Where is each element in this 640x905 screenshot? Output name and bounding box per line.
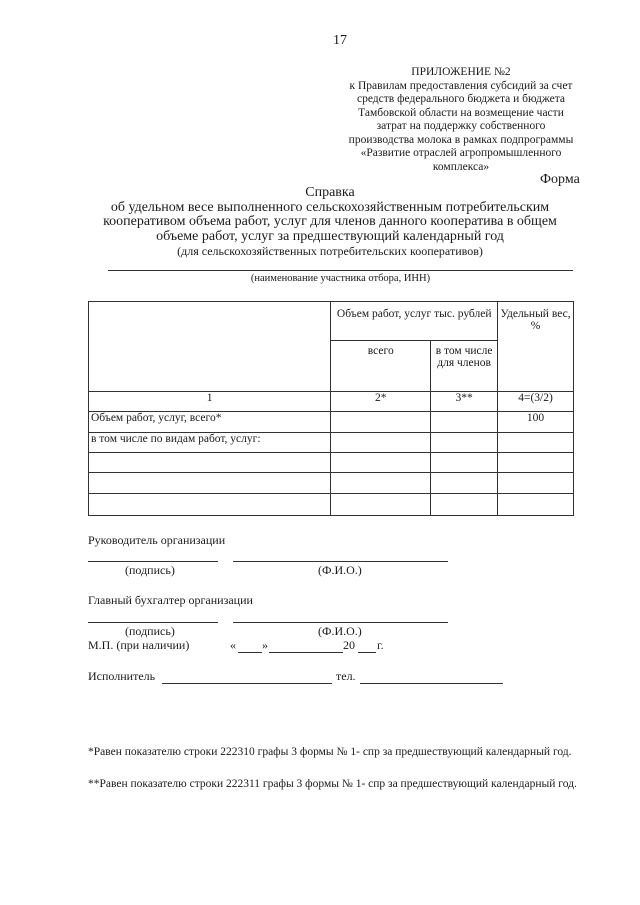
table-cell[interactable]	[431, 453, 498, 473]
row-total-members-cell[interactable]	[431, 412, 498, 433]
head-label: Руководитель организации	[88, 533, 226, 547]
head-signature-line[interactable]	[88, 561, 218, 562]
table-cell[interactable]	[331, 494, 431, 516]
executor-field[interactable]	[162, 683, 332, 684]
appendix-line: к Правилам предоставления субсидий за счет	[349, 79, 573, 92]
table-cell[interactable]	[431, 494, 498, 516]
title-line: кооперативом объема работ, услуг для членов данного кооператива в общем	[103, 214, 557, 229]
table-cell[interactable]	[498, 433, 574, 453]
accountant-label: Главный бухгалтер организации	[88, 593, 253, 607]
head-fio-caption: (Ф.И.О.)	[318, 563, 362, 577]
appendix-block	[330, 66, 592, 174]
phone-field[interactable]	[360, 683, 503, 684]
title-heading: Справка	[305, 185, 355, 200]
page-number: 17	[333, 33, 347, 48]
form-label: Форма	[540, 172, 580, 187]
appendix-line: Тамбовской области на возмещение части	[358, 106, 564, 119]
column-number-1: 1	[89, 392, 331, 412]
accountant-fio-line[interactable]	[233, 622, 448, 623]
data-table	[88, 301, 574, 516]
appendix-line: производства молока в рамках подпрограммы	[348, 133, 574, 146]
date-year-field[interactable]	[358, 652, 376, 653]
table-cell[interactable]	[331, 473, 431, 494]
appendix-line: средств федерального бюджета и бюджета	[356, 93, 565, 105]
header-total: всего	[331, 341, 431, 392]
table-cell[interactable]	[331, 453, 431, 473]
title-subtitle: (для сельскохозяйственных потребительских кооперативов)	[177, 244, 483, 258]
footnote-2: **Равен показателю строки 222311 графы 3 формы № 1- спр за предшествующий календарный год.	[88, 778, 577, 790]
date-close-quote: »	[262, 638, 268, 652]
row-total-share: 100	[498, 412, 574, 433]
accountant-fio-caption: (Ф.И.О.)	[318, 624, 362, 638]
header-members: в том числе для членов	[431, 341, 498, 392]
table-cell[interactable]	[89, 494, 331, 516]
row-by-type-label: в том числе по видам работ, услуг:	[89, 433, 331, 453]
appendix-line: «Развитие отраслей агропромышленного	[360, 147, 562, 159]
date-open-quote: «	[230, 638, 236, 652]
table-cell[interactable]	[498, 453, 574, 473]
phone-label: тел.	[336, 669, 356, 683]
table-cell[interactable]	[498, 473, 574, 494]
appendix-line: комплекса»	[432, 160, 490, 173]
table-cell[interactable]	[331, 433, 431, 453]
table-cell[interactable]	[431, 433, 498, 453]
column-number-3: 3**	[431, 392, 498, 412]
appendix-title: ПРИЛОЖЕНИЕ №2	[411, 66, 511, 78]
table-cell[interactable]	[89, 473, 331, 494]
title-line: объеме работ, услуг за предшествующий календарный год	[156, 228, 504, 244]
document-title	[60, 186, 600, 259]
title-line: об удельном весе выполненного сельскохозяйственным потребительским	[110, 199, 550, 215]
column-number-2: 2*	[331, 392, 431, 412]
table-cell[interactable]	[431, 473, 498, 494]
accountant-signature-caption: (подпись)	[125, 624, 175, 638]
table-cell[interactable]	[89, 453, 331, 473]
column-number-4: 4=(3/2)	[498, 392, 574, 412]
row-total-label: Объем работ, услуг, всего*	[89, 412, 331, 433]
participant-name-line[interactable]	[108, 270, 573, 271]
year-prefix: 20	[343, 638, 355, 652]
appendix-line: затрат на поддержку собственного	[376, 120, 546, 132]
footnote-1: *Равен показателю строки 222310 графы 3 формы № 1- спр за предшествующий календарный год.	[88, 746, 572, 758]
seal-label: М.П. (при наличии)	[88, 638, 190, 652]
participant-caption: (наименование участника отбора, ИНН)	[250, 273, 431, 284]
accountant-signature-line[interactable]	[88, 622, 218, 623]
year-suffix: г.	[377, 638, 384, 652]
date-day-field[interactable]	[238, 652, 262, 653]
table-cell[interactable]	[498, 494, 574, 516]
header-share: Удельный вес, %	[498, 302, 574, 392]
header-empty-cell	[89, 302, 331, 392]
row-total-all-cell[interactable]	[331, 412, 431, 433]
header-volume: Объем работ, услуг тыс. рублей	[331, 302, 498, 341]
executor-label: Исполнитель	[88, 669, 156, 683]
head-signature-caption: (подпись)	[125, 563, 175, 577]
date-month-field[interactable]	[269, 652, 343, 653]
head-fio-line[interactable]	[233, 561, 448, 562]
